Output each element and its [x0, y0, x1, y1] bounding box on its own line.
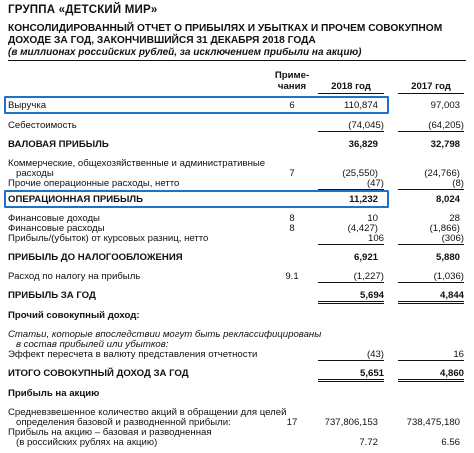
row-fin-cost-note: 8 [289, 223, 295, 234]
row-selling-label-1: Коммерческие, общехозяйственные и административные [8, 158, 266, 169]
row-pbt-2017: 5,880 [435, 252, 460, 263]
row-gross-2017: 32,798 [430, 139, 460, 150]
row-selling-note: 7 [289, 168, 295, 179]
row-revenue-2018: 110,874 [344, 100, 378, 111]
row-profit-2018: 5,694 [318, 290, 384, 304]
row-fx-2018: 106 [318, 233, 384, 245]
row-eps-label-1: Прибыль на акцию – базовая и разводненная [8, 427, 212, 438]
row-profit-2017: 4,844 [398, 290, 464, 304]
row-fin-income-label: Финансовые доходы [8, 213, 100, 224]
row-op-profit-2018: 11,232 [349, 194, 378, 205]
statement-document [8, 4, 466, 67]
row-op-profit-label: ОПЕРАЦИОННАЯ ПРИБЫЛЬ [8, 194, 144, 205]
row-cost-2018: (74,045) [318, 120, 384, 132]
row-gross-2018: 36,829 [348, 139, 378, 150]
row-shares-2017: 738,475,180 [406, 417, 460, 428]
row-translation-2017: 16 [398, 349, 464, 361]
col-header-2018: 2018 год [331, 81, 371, 92]
row-cost-label: Себестоимость [8, 120, 77, 131]
row-revenue-note: 6 [289, 100, 295, 111]
row-total-ci-2018: 5,651 [318, 368, 384, 382]
col-header-2017: 2017 год [411, 81, 451, 92]
eps-heading: Прибыль на акцию [8, 388, 100, 399]
statement-title-line2: ДОХОДЕ ЗА ГОД, ЗАКОНЧИВШИЙСЯ 31 ДЕКАБРЯ 2018 ГОДА [8, 35, 316, 46]
row-fin-cost-2017: (1,866) [429, 223, 460, 234]
row-selling-2018: (25,550) [342, 168, 378, 179]
row-fin-cost-label: Финансовые расходы [8, 223, 105, 234]
row-translation-2018: (43) [318, 349, 384, 361]
company-name: ГРУППА «ДЕТСКИЙ МИР» [8, 4, 158, 16]
row-tax-2018: (1,227) [318, 271, 384, 283]
row-cost-2017: (64,205) [398, 120, 464, 132]
row-fx-2017: (306) [398, 233, 464, 245]
row-eps-2017: 6.56 [441, 437, 460, 448]
row-pbt-label: ПРИБЫЛЬ ДО НАЛОГООБЛОЖЕНИЯ [8, 252, 183, 263]
row-other-op-2018: (47) [318, 178, 384, 190]
col-header-note-2: чания [277, 81, 307, 92]
row-shares-note: 17 [286, 417, 298, 428]
header-rule-2017 [398, 93, 464, 94]
row-gross-label: ВАЛОВАЯ ПРИБЫЛЬ [8, 139, 109, 150]
row-fx-label: Прибыль/(убыток) от курсовых разниц, нетто [8, 233, 209, 244]
row-other-op-label: Прочие операционные расходы, нетто [8, 178, 180, 189]
row-revenue-2017: 97,003 [430, 100, 460, 111]
row-total-ci-2017: 4,860 [398, 368, 464, 382]
row-eps-label-2: (в российских рублях на акцию) [16, 437, 158, 448]
row-selling-2017: (24,766) [424, 168, 460, 179]
statement-title-line1: КОНСОЛИДИРОВАННЫЙ ОТЧЕТ О ПРИБЫЛЯХ И УБЫТКАХ И ПРОЧЕМ СОВОКУПНОМ [8, 23, 443, 34]
row-total-ci-label: ИТОГО СОВОКУПНЫЙ ДОХОД ЗА ГОД [8, 368, 189, 379]
row-fin-cost-2018: (4,427) [347, 223, 378, 234]
row-eps-2018: 7.72 [359, 437, 378, 448]
row-shares-label-2: определения базовой и разводненной прибыли: [16, 417, 231, 428]
row-fin-income-2018: 10 [367, 213, 378, 224]
row-shares-label-1: Средневзвешенное количество акций в обращении для целей [8, 407, 287, 418]
row-revenue-label: Выручка [8, 100, 47, 111]
row-profit-label: ПРИБЫЛЬ ЗА ГОД [8, 290, 96, 301]
oci-heading: Прочий совокупный доход: [8, 310, 140, 321]
row-selling-label-2: расходы [16, 168, 54, 179]
row-shares-2018: 737,806,153 [324, 417, 378, 428]
row-other-op-2017: (8) [398, 178, 464, 190]
row-pbt-2018: 6,921 [353, 252, 378, 263]
row-tax-label: Расход по налогу на прибыль [8, 271, 141, 282]
row-tax-note: 9.1 [285, 271, 299, 282]
oci-items-line2: в состав прибылей или убытков: [16, 339, 169, 350]
row-fin-income-2017: 28 [449, 213, 460, 224]
oci-items-line1: Статьи, которые впоследствии могут быть реклассифицированы [8, 329, 322, 340]
statement-subtitle: (в миллионах российских рублей, за исключением прибыли на акцию) [8, 47, 466, 61]
row-tax-2017: (1,036) [398, 271, 464, 283]
row-op-profit-2017: 8,024 [435, 194, 460, 205]
row-fin-income-note: 8 [289, 213, 295, 224]
col-header-note-1: Приме- [274, 70, 310, 81]
row-translation-label: Эффект пересчета в валюту представления отчетности [8, 349, 258, 360]
header-rule-2018 [318, 93, 384, 94]
